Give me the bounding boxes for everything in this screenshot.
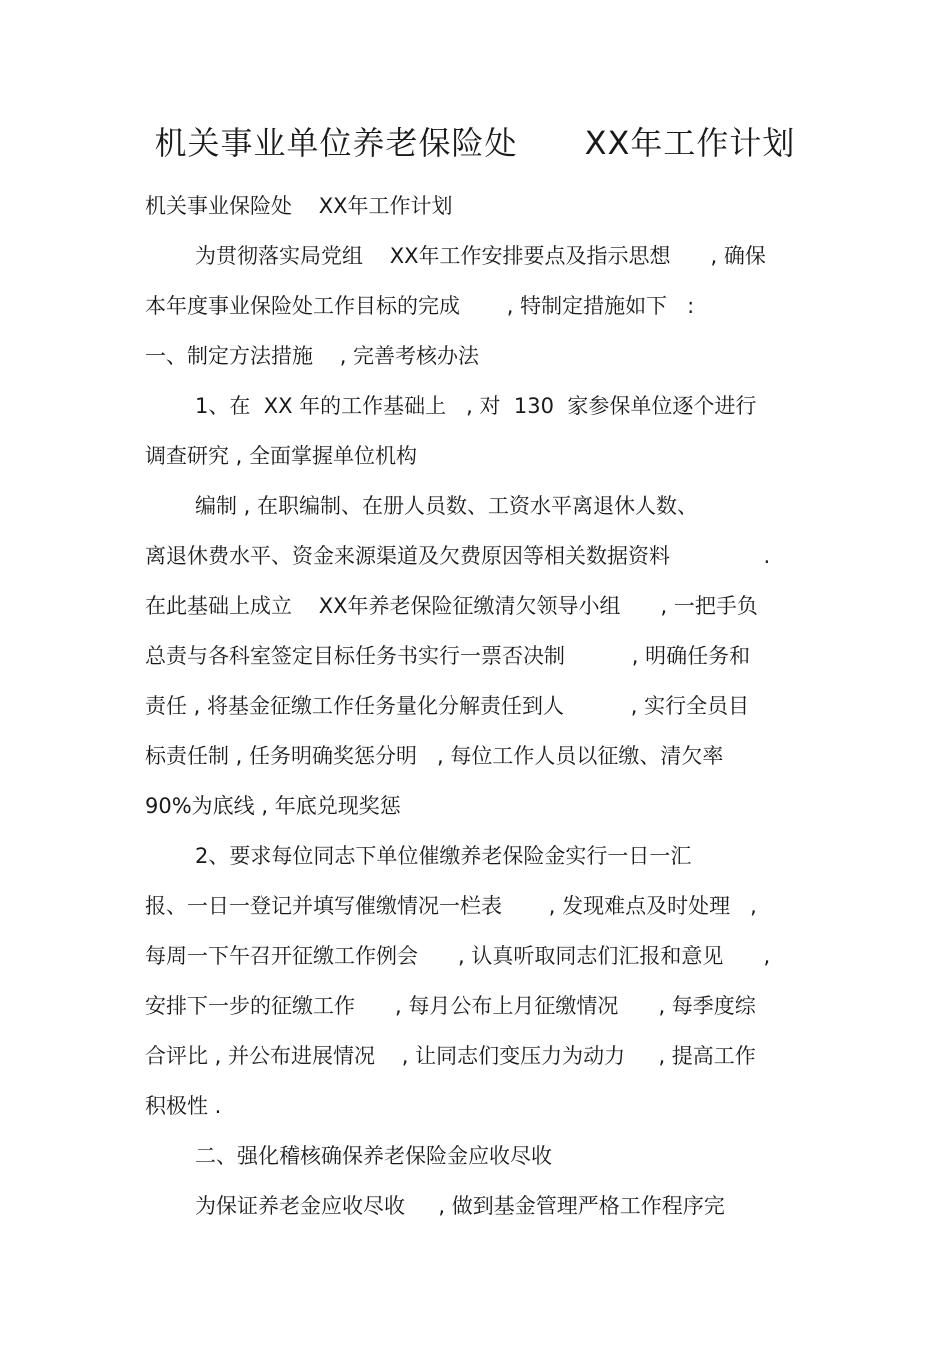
paragraph-line: 为贯彻落实局党组 XX年工作安排要点及指示思想 , 确保 (195, 244, 766, 268)
paragraph-line: 1、在 XX 年的工作基础上 , 对 130 家参保单位逐个进行 (195, 394, 757, 418)
paragraph-line: 安排下一步的征缴工作 , 每月公布上月征缴情况 , 每季度综 (145, 994, 756, 1018)
paragraph-line: 每周一下午召开征缴工作例会 , 认真听取同志们汇报和意见 , (145, 944, 771, 968)
paragraph-line: 调查研究 , 全面掌握单位机构 (145, 444, 418, 468)
paragraph-line: 责任 , 将基金征缴工作任务量化分解责任到人 , 实行全员目 (145, 694, 750, 718)
paragraph-line: 为保证养老金应收尽收 , 做到基金管理严格工作程序完 (195, 1194, 725, 1218)
section-heading: 二、强化稽核确保养老保险金应收尽收 (195, 1144, 552, 1168)
document-title: 机关事业单位养老保险处 XX年工作计划 (154, 124, 796, 162)
paragraph-line: 90%为底线 , 年底兑现奖惩 (145, 794, 401, 818)
paragraph-line: 报、一日一登记并填写催缴情况一栏表 , 发现难点及时处理 , (145, 894, 757, 918)
paragraph-line: 离退休费水平、资金来源渠道及欠费原因等相关数据资料 . (145, 544, 771, 568)
paragraph-line: 标责任制 , 任务明确奖惩分明 , 每位工作人员以征缴、清欠率 (145, 744, 724, 768)
paragraph-line: 积极性 . (145, 1094, 222, 1118)
paragraph-line: 在此基础上成立 XX年养老保险征缴清欠领导小组 , 一把手负 (145, 594, 758, 618)
subtitle-line: 机关事业保险处 XX年工作计划 (145, 194, 453, 218)
section-heading: 一、制定方法措施 , 完善考核办法 (145, 344, 480, 368)
paragraph-line: 2、要求每位同志下单位催缴养老保险金实行一日一汇 (195, 844, 692, 868)
paragraph-line: 总责与各科室签定目标任务书实行一票否决制 , 明确任务和 (145, 644, 751, 668)
paragraph-line: 本年度事业保险处工作目标的完成 , 特制定措施如下 : (145, 294, 695, 318)
paragraph-line: 合评比 , 并公布进展情况 , 让同志们变压力为动力 , 提高工作 (145, 1044, 756, 1068)
paragraph-line: 编制 , 在职编制、在册人员数、工资水平离退休人数、 (195, 494, 699, 518)
